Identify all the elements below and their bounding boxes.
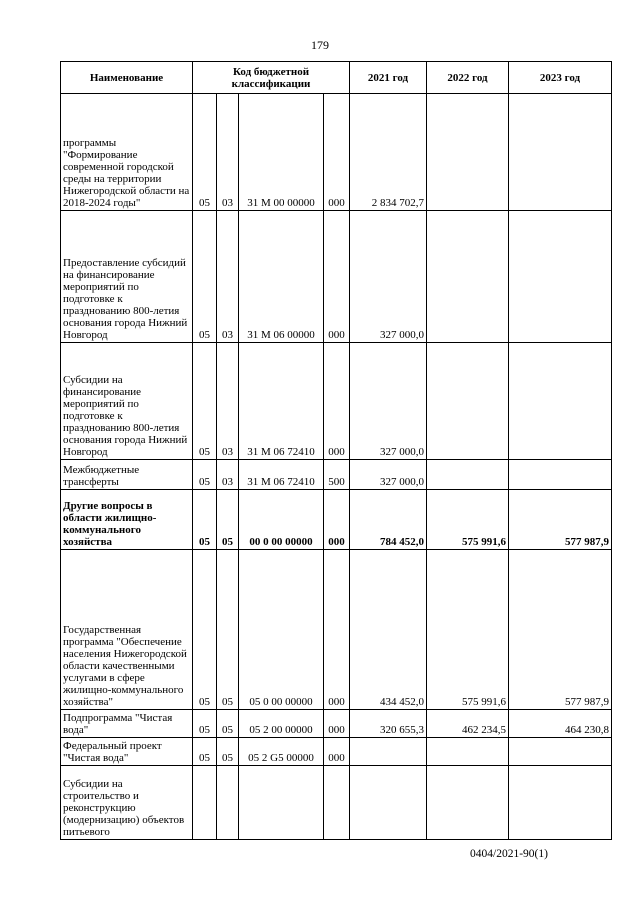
table-row: [61, 738, 612, 766]
header-row: [61, 62, 612, 94]
code-target: 31 M 00 00000: [239, 94, 324, 211]
code-expense-type: 000: [324, 738, 350, 766]
table-row: [61, 766, 612, 840]
code-subsection: 03: [217, 460, 239, 490]
row-name: Федеральный проект "Чистая вода": [61, 738, 193, 766]
code-subsection: 03: [217, 94, 239, 211]
header-name: Наименование: [61, 62, 193, 94]
row-name: Подпрограмма "Чистая вода": [61, 710, 193, 738]
value-2021: 327 000,0: [350, 211, 427, 343]
table-row: [61, 94, 612, 211]
value-2021: 784 452,0: [350, 490, 427, 550]
row-name: Другие вопросы в области жилищно-коммунального хозяйства: [61, 490, 193, 550]
code-target: [239, 766, 324, 840]
code-target: 05 0 00 00000: [239, 550, 324, 710]
code-section: 05: [193, 460, 217, 490]
row-name: Государственная программа "Обеспечение населения Нижегородской области качественными услугами в сфере жилищно-коммунального хозяйства": [61, 550, 193, 710]
row-name: Субсидии на финансирование мероприятий по подготовке к празднованию 800-летия основания города Нижний Новгород: [61, 343, 193, 460]
row-name: программы "Формирование современной городской среды на территории Нижегородской области на 2018-2024 годы": [61, 94, 193, 211]
value-2023: [509, 211, 612, 343]
value-2023: [509, 343, 612, 460]
value-2023: [509, 738, 612, 766]
code-section: 05: [193, 550, 217, 710]
header-2023: 2023 год: [509, 62, 612, 94]
row-name: Субсидии на строительство и реконструкцию (модернизацию) объектов питьевого: [61, 766, 193, 840]
value-2021: [350, 766, 427, 840]
value-2021: 320 655,3: [350, 710, 427, 738]
value-2021: [350, 738, 427, 766]
code-target: 31 M 06 72410: [239, 343, 324, 460]
value-2021: 327 000,0: [350, 460, 427, 490]
header-2022: 2022 год: [427, 62, 509, 94]
code-expense-type: 000: [324, 94, 350, 211]
value-2022: [427, 738, 509, 766]
value-2023: 464 230,8: [509, 710, 612, 738]
code-target: 05 2 G5 00000: [239, 738, 324, 766]
code-section: 05: [193, 738, 217, 766]
value-2021: 327 000,0: [350, 343, 427, 460]
header-2021: 2021 год: [350, 62, 427, 94]
code-expense-type: 000: [324, 343, 350, 460]
code-expense-type: 000: [324, 490, 350, 550]
code-subsection: 03: [217, 343, 239, 460]
value-2022: 462 234,5: [427, 710, 509, 738]
code-section: 05: [193, 490, 217, 550]
value-2023: [509, 94, 612, 211]
table-row: [61, 460, 612, 490]
row-name: Межбюджетные трансферты: [61, 460, 193, 490]
table-row: [61, 550, 612, 710]
value-2023: 577 987,9: [509, 550, 612, 710]
code-section: [193, 766, 217, 840]
code-subsection: 05: [217, 490, 239, 550]
code-section: 05: [193, 710, 217, 738]
value-2022: [427, 94, 509, 211]
code-expense-type: 000: [324, 710, 350, 738]
table-row: [61, 490, 612, 550]
value-2023: 577 987,9: [509, 490, 612, 550]
code-target: 31 M 06 00000: [239, 211, 324, 343]
code-target: 00 0 00 00000: [239, 490, 324, 550]
document-code: 0404/2021-90(1): [470, 848, 548, 860]
code-subsection: 05: [217, 738, 239, 766]
code-expense-type: 500: [324, 460, 350, 490]
value-2022: [427, 343, 509, 460]
value-2022: [427, 460, 509, 490]
code-target: 31 M 06 72410: [239, 460, 324, 490]
code-subsection: 03: [217, 211, 239, 343]
code-subsection: 05: [217, 710, 239, 738]
value-2023: [509, 766, 612, 840]
budget-table: [60, 61, 612, 840]
row-name: Предоставление субсидий на финансирование мероприятий по подготовке к празднованию 800-летия основания города Нижний Новгород: [61, 211, 193, 343]
value-2022: [427, 211, 509, 343]
table-row: [61, 343, 612, 460]
code-subsection: 05: [217, 550, 239, 710]
header-code: Код бюджетной классификации: [193, 62, 350, 94]
code-section: 05: [193, 211, 217, 343]
value-2021: 434 452,0: [350, 550, 427, 710]
value-2022: [427, 766, 509, 840]
value-2021: 2 834 702,7: [350, 94, 427, 211]
code-subsection: [217, 766, 239, 840]
table-row: [61, 211, 612, 343]
code-expense-type: [324, 766, 350, 840]
table-row: [61, 710, 612, 738]
value-2022: 575 991,6: [427, 490, 509, 550]
code-section: 05: [193, 343, 217, 460]
code-section: 05: [193, 94, 217, 211]
code-expense-type: 000: [324, 211, 350, 343]
value-2023: [509, 460, 612, 490]
value-2022: 575 991,6: [427, 550, 509, 710]
page-number: 179: [311, 38, 329, 52]
code-expense-type: 000: [324, 550, 350, 710]
code-target: 05 2 00 00000: [239, 710, 324, 738]
